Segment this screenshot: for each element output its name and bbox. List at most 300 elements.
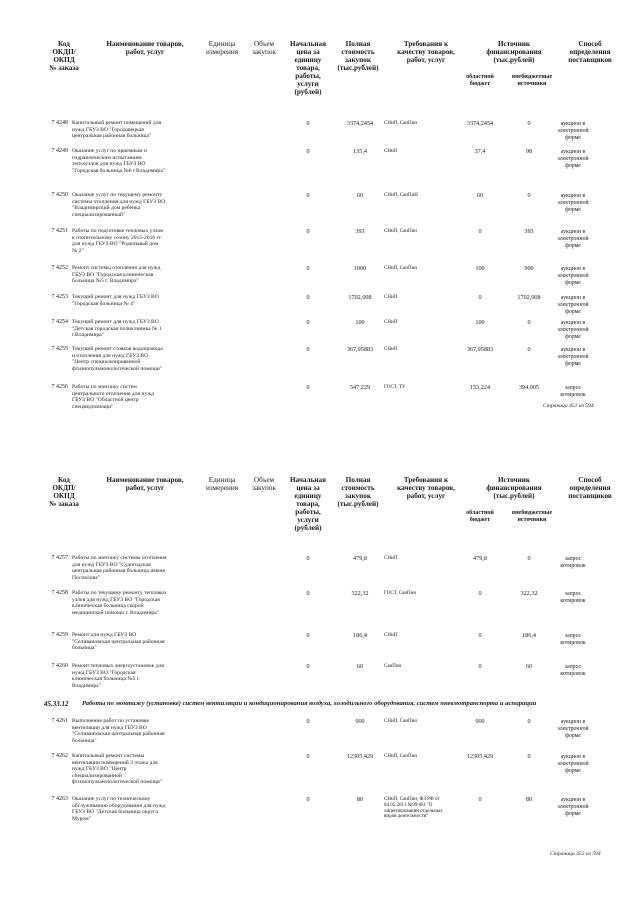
text-line: запрос: [564, 664, 582, 670]
text-line: аукцион в: [560, 347, 586, 353]
text-line: аукцион в: [560, 754, 586, 760]
text-line: СНиП, СанПин: [384, 121, 417, 126]
row-total: 186,4: [353, 632, 367, 639]
text-line: Объем: [253, 476, 275, 484]
row-regional: 0: [478, 294, 482, 301]
text-line: и отопления для нужд ГБУЗ ВО: [72, 352, 149, 359]
text-line: Начальная: [289, 40, 327, 48]
row-name: [72, 265, 212, 285]
text-line: электронной: [557, 760, 589, 767]
row-name: [72, 384, 212, 410]
text-line: СНиП: [384, 295, 398, 300]
text-line: Код: [58, 40, 70, 48]
text-line: финансирования: [486, 484, 542, 492]
row-regional: 900: [475, 718, 485, 725]
row-name: [72, 632, 212, 652]
row-regional: 0: [478, 796, 482, 803]
row-extrabudget: 393: [524, 228, 534, 235]
row-requirements: [384, 149, 456, 155]
text-line: запрос: [564, 591, 582, 597]
text-line: нужд ГБУЗ ВО "Центр: [72, 766, 127, 773]
row-number: 7 4253: [51, 294, 68, 300]
text-line: бюджет: [469, 517, 491, 523]
header-code: [44, 40, 84, 72]
text-line: № заказа: [49, 64, 79, 72]
text-line: Текущий ремонт для нужд ГБУЗ ВО: [72, 319, 159, 325]
text-line: узлов для нужд ГБУЗ ВО "Городская: [72, 596, 160, 603]
text-line: гидравлическим испытаниям: [72, 154, 142, 161]
text-line: форме: [565, 134, 581, 141]
text-line: котировок: [560, 597, 586, 604]
row-total: 479,8: [353, 555, 367, 562]
text-line: запрос: [564, 385, 582, 391]
row-price: 0: [306, 663, 310, 670]
text-line: ОКПД: [53, 492, 75, 500]
text-line: форме: [565, 242, 581, 249]
text-line: закупок: [345, 492, 371, 500]
row-name: [72, 796, 212, 822]
text-line: видов деятельности": [384, 814, 429, 820]
row-total: 1702,008: [348, 294, 372, 301]
header-unit: [205, 476, 239, 492]
row-method: [545, 149, 601, 169]
row-regional: 367,95883: [466, 346, 494, 353]
header-source: [466, 476, 562, 500]
row-total: 547,229: [349, 384, 371, 391]
text-line: СНиП: [384, 556, 398, 561]
text-line: СанПин: [384, 664, 402, 669]
text-line: электронной: [557, 272, 589, 279]
text-line: Оказание услуг по техническому: [72, 796, 151, 802]
text-line: СНиП, СанПин: [384, 229, 417, 234]
row-extrabudget: 0: [527, 346, 531, 353]
text-line: специализированный": [72, 211, 126, 218]
row-total: 900: [355, 718, 365, 725]
text-line: ГОСТ, ТУ: [384, 385, 406, 390]
text-line: Способ: [578, 476, 602, 484]
text-line: спецмедпомощи": [72, 403, 114, 410]
row-price: 0: [306, 319, 310, 326]
text-line: теплоузлов для нужд ГБУЗ ВО: [72, 161, 146, 168]
text-line: "Селивановская центральная районная: [72, 638, 165, 645]
text-line: работ, услуг: [406, 492, 446, 500]
row-price: 0: [306, 346, 310, 353]
row-number: 7 4249: [51, 148, 68, 154]
text-line: ГБУЗ ВО "Детская больница округа: [72, 809, 158, 816]
row-name: [72, 346, 212, 372]
text-line: больница": [72, 737, 97, 744]
text-line: № заказа: [49, 500, 79, 508]
header-extrabudget: [502, 74, 562, 88]
text-line: для нужд ГБУЗ ВО "Родильный дом: [72, 241, 159, 248]
text-line: (тыс.рублей): [493, 492, 535, 500]
text-line: СНиП, СанПиН: [384, 193, 418, 198]
row-number: 7 4252: [51, 265, 68, 271]
text-line: центральная районная больница имени: [72, 568, 166, 575]
header-code: [44, 476, 84, 508]
text-line: Источник: [497, 476, 531, 484]
text-line: стоимость: [341, 484, 375, 492]
text-line: услуги: [297, 80, 319, 88]
text-line: электронной: [557, 803, 589, 810]
text-line: СНиП, СанПин: [384, 266, 417, 271]
row-extrabudget: 0: [527, 319, 531, 326]
text-line: СНиП: [384, 320, 398, 325]
text-line: Капитальный ремонт помещений для: [72, 120, 162, 126]
text-line: запрос: [564, 556, 582, 562]
row-regional: 100: [475, 265, 485, 272]
text-line: Требования к: [403, 476, 449, 484]
row-requirements: [384, 347, 456, 353]
text-line: котировок: [560, 562, 586, 569]
text-line: "Владимирский дом ребенка: [72, 205, 141, 212]
row-extrabudget: 0: [527, 120, 531, 127]
text-line: определения: [569, 484, 611, 492]
text-line: источники: [517, 81, 547, 87]
text-line: Требования к: [403, 40, 449, 48]
text-line: СНиП, СанПин: [384, 719, 417, 724]
row-requirements: [384, 266, 456, 272]
row-total: 1000: [353, 265, 367, 272]
row-requirements: [384, 193, 456, 199]
page-number: Страница 452 из 594: [550, 851, 601, 857]
text-line: Код: [58, 476, 70, 484]
text-line: Полная: [345, 476, 371, 484]
text-line: цена за: [296, 484, 320, 492]
header-regional: [458, 510, 502, 524]
row-number: 7 4260: [51, 663, 68, 669]
text-line: нужд ГБУЗ ВО "Городская: [72, 669, 136, 676]
text-line: электронной: [557, 301, 589, 308]
row-method: [545, 719, 601, 739]
row-requirements: [384, 754, 456, 760]
row-method: [545, 320, 601, 340]
text-line: СНиП, СанПин: [384, 754, 417, 759]
row-regional: 0: [478, 632, 482, 639]
text-line: больница №5 г. Владимира": [72, 278, 139, 285]
text-line: Объем: [253, 40, 275, 48]
row-name: [72, 192, 212, 218]
row-name: [72, 120, 212, 140]
row-method: [545, 229, 601, 249]
text-line: клиническая больница №5 г.: [72, 676, 140, 683]
row-regional: 3374,2454: [466, 120, 494, 127]
text-line: форме: [565, 360, 581, 367]
text-line: внебюджетные: [511, 510, 553, 516]
header-method: [564, 40, 616, 64]
text-line: аукцион в: [560, 719, 586, 725]
text-line: закупок: [252, 48, 276, 56]
text-line: измерения: [205, 484, 239, 492]
text-line: вентиляции помещений 3 этажа для: [72, 759, 158, 766]
text-line: ГБУЗ ВО "Городская клиническая: [72, 271, 154, 278]
row-requirements: [384, 229, 456, 235]
row-name: [72, 555, 212, 581]
text-line: электронной: [557, 353, 589, 360]
text-line: Работы по монтажу систем: [72, 384, 137, 390]
text-line: форме: [565, 333, 581, 340]
text-line: областной: [466, 510, 494, 516]
row-price: 0: [306, 148, 310, 155]
row-price: 0: [306, 718, 310, 725]
row-extrabudget: 322,32: [520, 590, 538, 597]
row-number: 7 4257: [51, 555, 68, 561]
text-line: клиническая больница скорой: [72, 603, 144, 610]
row-number: 7 4263: [51, 796, 68, 802]
text-line: Владимира": [72, 682, 101, 689]
row-regional: 100: [475, 319, 485, 326]
header-name: [90, 476, 200, 492]
text-line: услуги: [297, 516, 319, 524]
text-line: Ремонт системы отопления для нужд: [72, 265, 161, 271]
text-line: котировок: [560, 670, 586, 677]
header-name: [90, 40, 200, 56]
text-line: запрос: [564, 633, 582, 639]
text-line: СНиП: [384, 149, 398, 154]
header-total: [333, 476, 383, 508]
row-price: 0: [306, 590, 310, 597]
row-method: [545, 754, 601, 774]
row-name: [72, 663, 212, 689]
row-price: 0: [306, 753, 310, 760]
header-volume: [248, 476, 280, 492]
text-line: № 2": [72, 247, 84, 254]
text-line: СНиП: [384, 347, 398, 352]
text-line: единицу: [294, 492, 322, 500]
text-line: (тыс.рублей): [493, 56, 535, 64]
text-line: ГБУЗ ВО "Областной центр: [72, 397, 139, 404]
header-extrabudget: [502, 510, 562, 524]
text-line: поставщиков: [568, 56, 612, 64]
text-line: Наименование товаров,: [106, 476, 184, 484]
header-source: [466, 40, 562, 64]
row-requirements: [384, 295, 456, 301]
text-line: закупок: [345, 56, 371, 64]
text-line: к отопительному сезону 2015-2016 гг.: [72, 234, 162, 241]
row-extrabudget: 0: [527, 555, 531, 562]
text-line: центральная районная больница": [72, 133, 152, 140]
row-extrabudget: 900: [524, 265, 534, 272]
row-regional: 153,224: [469, 384, 491, 391]
text-line: ОКДП/: [52, 48, 76, 56]
row-price: 0: [306, 632, 310, 639]
row-total: 322,32: [351, 590, 369, 597]
row-total: 135,4: [353, 148, 367, 155]
row-name: [72, 294, 212, 307]
text-line: Начальная: [289, 476, 327, 484]
header-regional: [458, 74, 502, 88]
text-line: медицинской помощи г. Владимира": [72, 609, 159, 616]
text-line: Оказание услуг по текущему ремонту: [72, 192, 163, 198]
text-line: котировок: [560, 639, 586, 646]
text-line: форме: [565, 308, 581, 315]
row-price: 0: [306, 192, 310, 199]
row-requirements: [384, 633, 456, 639]
section-heading: Работы по монтажу (установке) систем вентиляции и кондиционирования воздуха, холодильного оборудования, систем пневмотранспорта и аспирации: [82, 700, 537, 707]
text-line: Муром": [72, 815, 91, 822]
text-line: товара,: [296, 500, 320, 508]
text-line: электронной: [557, 235, 589, 242]
row-number: 7 4261: [51, 718, 68, 724]
row-requirements: [384, 385, 456, 391]
text-line: поставщиков: [568, 492, 612, 500]
text-line: форме: [565, 732, 581, 739]
text-line: электронной: [557, 326, 589, 333]
text-line: единицу: [294, 56, 322, 64]
text-line: аукцион в: [560, 229, 586, 235]
row-extrabudget: 98: [525, 148, 533, 155]
row-total: 393: [355, 228, 365, 235]
text-line: электронной: [557, 199, 589, 206]
text-line: аукцион в: [560, 266, 586, 272]
row-total: 80: [356, 796, 364, 803]
row-price: 0: [306, 265, 310, 272]
text-line: аукцион в: [560, 193, 586, 199]
text-line: ОКДП/: [52, 484, 76, 492]
text-line: Поспелова": [72, 574, 100, 581]
header-total: [333, 40, 383, 72]
text-line: котировок: [560, 391, 586, 398]
row-number: 7 4254: [51, 319, 68, 325]
header-requirements: [390, 476, 462, 500]
text-line: финансирования: [486, 48, 542, 56]
text-line: Работы по подготовке тепловых узлов: [72, 228, 163, 234]
row-number: 7 4262: [51, 753, 68, 759]
text-line: "Городская больница № 4": [72, 300, 136, 307]
row-requirements: [384, 719, 456, 725]
row-total: 367,95883: [346, 346, 374, 353]
text-line: аукцион в: [560, 797, 586, 803]
text-line: Единица: [208, 476, 236, 484]
text-line: фтизиопульмонологической помощи": [72, 779, 163, 786]
text-line: Наименование товаров,: [106, 40, 184, 48]
row-regional: 0: [478, 663, 482, 670]
row-extrabudget: 394,005: [518, 384, 540, 391]
text-line: фтизиопульмонологической помощи": [72, 365, 163, 372]
row-method: [545, 797, 601, 817]
text-line: ГОСТ, СанПин: [384, 591, 417, 596]
text-line: "Городская больница №6 г.Владимира": [72, 167, 165, 174]
text-line: внебюджетные: [511, 74, 553, 80]
row-name: [72, 319, 212, 339]
text-line: работы,: [295, 508, 321, 516]
text-line: форме: [565, 810, 581, 817]
text-line: работ, услуг: [125, 48, 165, 56]
text-line: Ремонт для нужд ГБУЗ ВО: [72, 632, 137, 638]
page-number: Страница 451 из 594: [543, 403, 594, 409]
text-line: для нужд ГБУЗ ВО "Судогодская: [72, 561, 151, 568]
text-line: форме: [565, 206, 581, 213]
row-regional: 479,8: [473, 555, 487, 562]
text-line: ОКПД: [53, 56, 75, 64]
row-requirements: [384, 664, 456, 670]
row-total: 60: [356, 663, 364, 670]
row-requirements: [384, 556, 456, 562]
row-requirements: [384, 320, 456, 326]
row-method: [545, 591, 601, 605]
text-line: Выполнение работ по установке: [72, 718, 149, 724]
text-line: Оказание услуг по приемным и: [72, 148, 147, 154]
row-total: 3374,2454: [346, 120, 374, 127]
row-extrabudget: 0: [527, 718, 531, 725]
text-line: качеству товаров,: [397, 48, 455, 56]
row-number: 7 4256: [51, 384, 68, 390]
text-line: Ремонт тепловых энергоустановок для: [72, 663, 165, 669]
text-line: больница": [72, 645, 97, 652]
header-price: [286, 476, 330, 532]
text-line: форме: [565, 162, 581, 169]
text-line: "Центр специализированной: [72, 359, 141, 366]
text-line: Работы по монтажу системы отопления: [72, 555, 167, 561]
text-line: обслуживанию оборудования для нужд: [72, 802, 166, 809]
row-method: [545, 295, 601, 315]
header-unit: [205, 40, 239, 56]
text-line: Текущий ремонт стояков водопровода: [72, 346, 163, 352]
row-method: [545, 385, 601, 399]
text-line: областной: [466, 74, 494, 80]
text-line: (рублей): [294, 88, 322, 96]
row-name: [72, 753, 212, 786]
text-line: Капитальный ремонт системы: [72, 753, 145, 759]
text-line: нужд ГБУЗ ВО "Гороховецкая: [72, 126, 144, 133]
row-number: 7 4250: [51, 192, 68, 198]
row-regional: 0: [478, 590, 482, 597]
text-line: электронной: [557, 725, 589, 732]
row-method: [545, 266, 601, 286]
row-extrabudget: 0: [527, 192, 531, 199]
row-price: 0: [306, 120, 310, 127]
text-line: бюджет: [469, 81, 491, 87]
text-line: г.Владимира": [72, 332, 105, 339]
row-name: [72, 718, 212, 744]
text-line: Полная: [345, 40, 371, 48]
text-line: измерения: [205, 48, 239, 56]
text-line: аукцион в: [560, 121, 586, 127]
text-line: "Детская городская поликлиника № 1: [72, 325, 162, 332]
text-line: СНиП, СанПин, ФЗ РФ от: [384, 797, 440, 802]
row-method: [545, 664, 601, 678]
row-extrabudget: 1702,008: [517, 294, 541, 301]
text-line: электронной: [557, 155, 589, 162]
header-method: [564, 476, 616, 500]
row-price: 0: [306, 384, 310, 391]
row-extrabudget: 0: [527, 753, 531, 760]
row-number: 7 4251: [51, 228, 68, 234]
row-number: 7 4255: [51, 346, 68, 352]
text-line: Работы по текущему ремонту тепловых: [72, 590, 167, 596]
text-line: "Селивановская центральная районная: [72, 731, 165, 738]
row-name: [72, 228, 212, 254]
row-regional: 60: [476, 192, 484, 199]
section-code: 45.33.12: [44, 700, 69, 708]
row-total: 100: [355, 319, 365, 326]
header-price: [286, 40, 330, 96]
text-line: цена за: [296, 48, 320, 56]
row-method: [545, 347, 601, 367]
row-price: 0: [306, 796, 310, 803]
text-line: аукцион в: [560, 149, 586, 155]
text-line: электронной: [557, 127, 589, 134]
text-line: вентиляции для нужд ГБУЗ ВО: [72, 724, 147, 731]
row-regional: 37,4: [474, 148, 486, 155]
row-requirements: [384, 797, 456, 820]
text-line: Источник: [497, 40, 531, 48]
row-price: 0: [306, 555, 310, 562]
text-line: работ, услуг: [406, 56, 446, 64]
text-line: (тыс.рублей): [337, 500, 379, 508]
row-number: 7 4258: [51, 590, 68, 596]
row-method: [545, 121, 601, 141]
